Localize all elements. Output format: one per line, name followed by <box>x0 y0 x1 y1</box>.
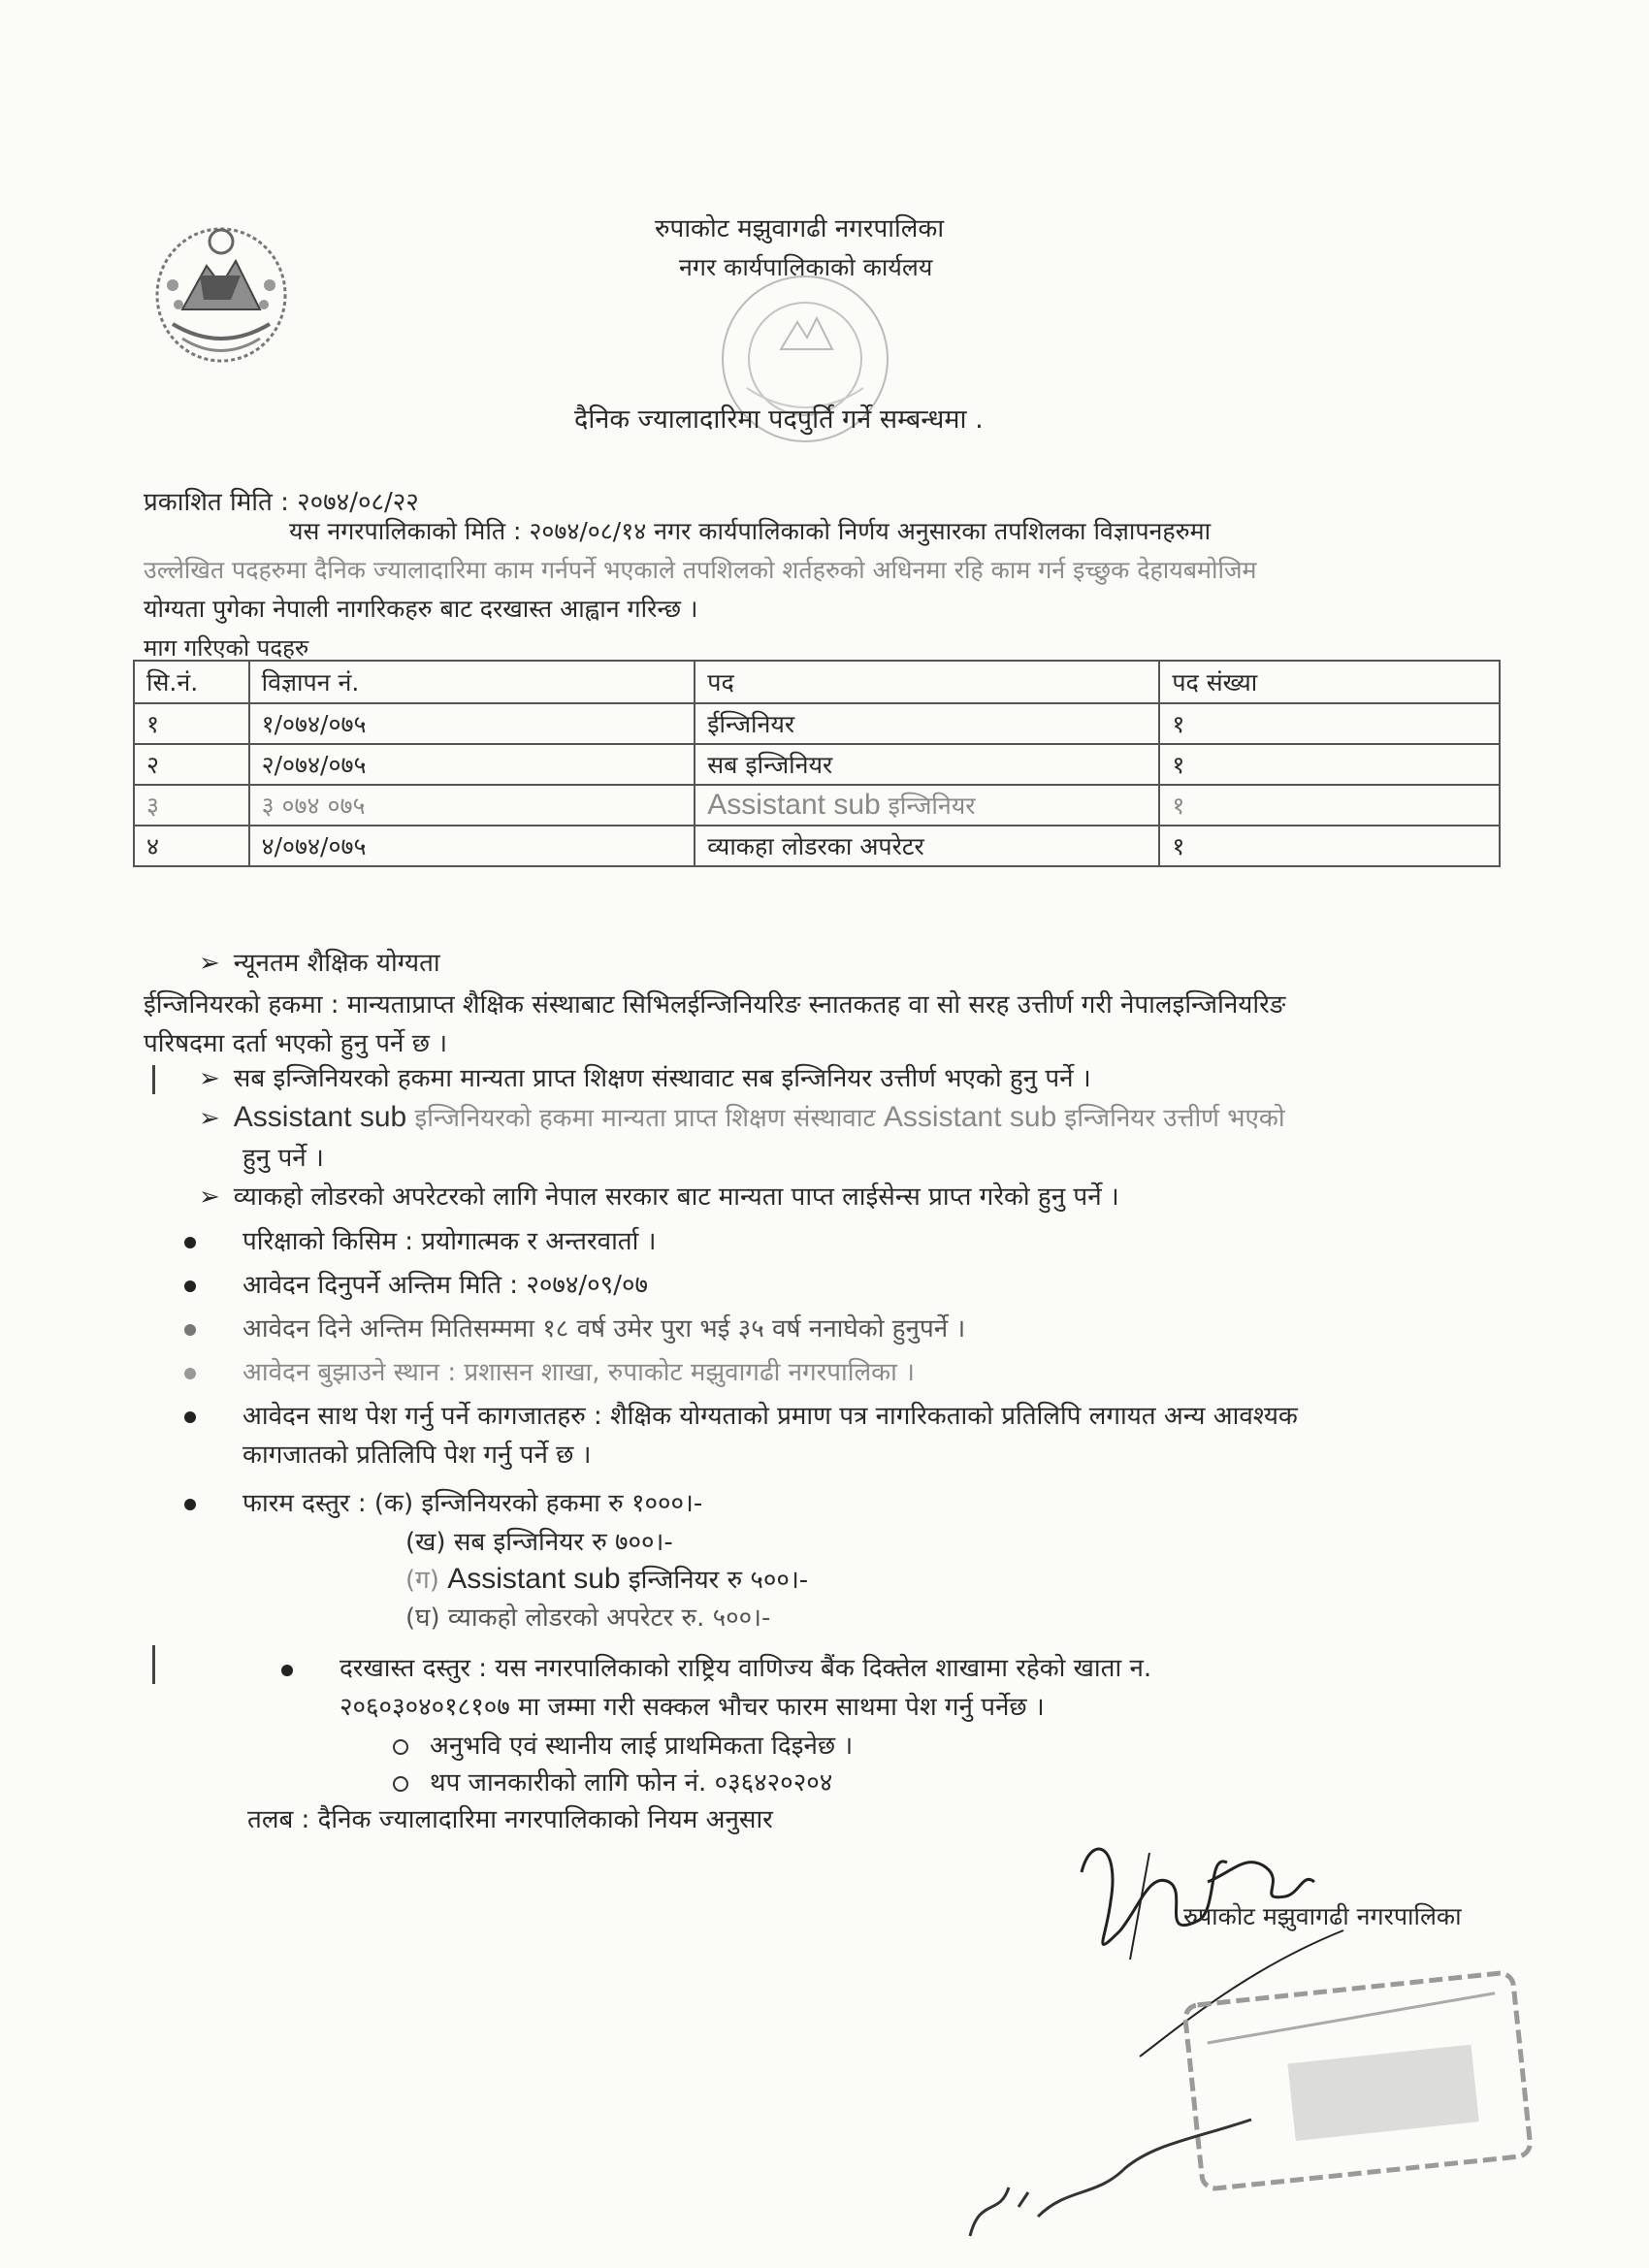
age-condition: आवेदन दिने अन्तिम मितिसम्ममा १८ वर्ष उमेर पुरा भई ३५ वर्ष ननाघेको हुनुपर्ने । <box>242 1314 966 1344</box>
fee-ga-latin: Assistant sub <box>447 1563 621 1595</box>
bullet-icon <box>184 1237 196 1248</box>
cell-post: ईन्जिनियर <box>695 703 1159 744</box>
posts-table <box>133 660 1501 867</box>
engineer-qualification-1: ईन्जिनियरको हकमा : मान्यताप्राप्त शैक्षिक संस्थाबाट सिभिलईन्जिनियरिङ स्नातकतह वा सो सरह उत्तीर्ण गरी नेपालइन्जिनियरिङ <box>144 990 1286 1020</box>
cell-post-devanagari: इन्जिनियर <box>888 792 976 820</box>
cell-post: सब इन्जिनियर <box>695 744 1159 785</box>
cell-post-latin: Assistant sub <box>707 789 881 821</box>
arrow-icon: ➢ <box>199 1104 220 1133</box>
assistant-qualification-2: हुनु पर्ने । <box>242 1144 324 1173</box>
arrow-icon: ➢ <box>199 949 220 978</box>
bullet-icon <box>184 1324 196 1336</box>
qualification-heading-text: न्यूनतम शैक्षिक योग्यता <box>233 949 440 978</box>
table-row <box>134 703 1500 744</box>
cell-count: १ <box>1159 826 1500 866</box>
margin-mark <box>152 1065 155 1094</box>
documents-line-1: आवेदन साथ पेश गर्नु पर्ने कागजातहरु : शैक्षिक योग्यताको प्रमाण पत्र नागरिकताको प्रतिलिपि लगायत अन्य आवश्यक <box>242 1402 1298 1431</box>
submit-place: आवेदन बुझाउने स्थान : प्रशासन शाखा, रुपाकोट मझुवागढी नगरपालिका । <box>242 1358 915 1387</box>
circle-bullet-icon <box>393 1776 408 1792</box>
cell-sn: ३ <box>134 785 249 826</box>
bullet-icon <box>184 1499 196 1510</box>
margin-mark <box>152 1645 155 1684</box>
priority-note <box>393 1729 853 1764</box>
office-name: रुपाकोट मझुवागढी नगरपालिका <box>655 214 945 243</box>
cell-count: १ <box>1159 703 1500 744</box>
phone-note <box>393 1766 832 1800</box>
intro-paragraph <box>144 512 1521 629</box>
cell-sn: २ <box>134 744 249 785</box>
cell-adv-no: २/०७४/०७५ <box>249 744 695 785</box>
arrow-icon: ➢ <box>199 1064 220 1093</box>
fee-label: फारम दस्तुर : <box>242 1489 367 1518</box>
intro-line-3: योग्यता पुगेका नेपाली नागरिकहरु बाट दरखास्त आह्वान गरिन्छ । <box>144 595 698 623</box>
application-fee-line-2: २०६०३०४०१८१०७ मा जम्मा गरी सक्कल भौचर फारम साथमा पेश गर्नु पर्नेछ । <box>340 1693 1045 1722</box>
fee-line-ka <box>242 1486 702 1521</box>
assistant-end: इन्जिनियर उत्तीर्ण भएको <box>1064 1104 1285 1133</box>
salary-note: तलब : दैनिक ज्यालादारिमा नगरपालिकाको नियम अनुसार <box>247 1805 773 1834</box>
header-sn: सि.नं. <box>134 661 249 703</box>
sub-engineer-qualification <box>199 1061 1091 1096</box>
priority-text: अनुभवि एवं स्थानीय लाई प्राथमिकता दिइनेछ । <box>430 1732 854 1761</box>
documents-line-2: कागजातको प्रतिलिपि पेश गर्नु पर्ने छ । <box>242 1441 592 1470</box>
engineer-qualification-2: परिषदमा दर्ता भएको हुनु पर्ने छ । <box>144 1029 448 1058</box>
fee-ka: (क) इन्जिनियरको हकमा रु १०००।- <box>373 1489 703 1518</box>
bullet-icon <box>281 1665 293 1676</box>
fee-line-kha: (ख) सब इन्जिनियर रु ७००।- <box>405 1528 673 1557</box>
signatory-office: रुपाकोट मझुवागढी नगरपालिका <box>1183 1902 1462 1930</box>
arrow-icon: ➢ <box>199 1183 220 1212</box>
operator-qualification <box>199 1180 1119 1215</box>
phone-text: थप जानकारीको लागि फोन नं. ०३६४२०२०४ <box>430 1768 833 1798</box>
cell-adv-no: १/०७४/०७५ <box>249 703 695 744</box>
office-subtitle: नगर कार्यपालिकाको कार्यलय <box>679 253 933 281</box>
fee-line-ga <box>405 1562 808 1598</box>
cell-post <box>695 785 1159 826</box>
cell-post: व्याकहा लोडरका अपरेटर <box>695 826 1159 866</box>
bullet-icon <box>184 1368 196 1379</box>
cell-count: १ <box>1159 744 1500 785</box>
bullet-icon <box>184 1411 196 1423</box>
header-adv-no: विज्ञापन नं. <box>249 661 695 703</box>
assistant-latin-2: Assistant sub <box>883 1101 1057 1133</box>
cell-adv-no: ३ ०७४ ०७५ <box>249 785 695 826</box>
bullet-icon <box>184 1280 196 1292</box>
application-fee-line-1: दरखास्त दस्तुर : यस नगरपालिकाको राष्ट्रिय वाणिज्य बैंक दिक्तेल शाखामा रहेको खाता न. <box>340 1654 1152 1683</box>
cell-sn: ४ <box>134 826 249 866</box>
table-row <box>134 744 1500 785</box>
cell-count: १ <box>1159 785 1500 826</box>
circle-bullet-icon <box>393 1739 408 1755</box>
intro-line-2: उल्लेखित पदहरुमा दैनिक ज्यालादारिमा काम गर्नपर्ने भएकाले तपशिलको शर्तहरुको अधिनमा रहि काम गर्न इच्छुक देहायबमोजिम <box>144 556 1257 584</box>
sub-engineer-text: सब इन्जिनियरको हकमा मान्यता प्राप्त शिक्षण संस्थावाट सब इन्जिनियर उत्तीर्ण भएको हुनु पर्ने । <box>233 1064 1091 1093</box>
assistant-qualification-1 <box>199 1100 1285 1136</box>
government-emblem-icon <box>144 208 299 373</box>
posts-caption: माग गरिएको पदहरु <box>144 634 309 662</box>
table-row <box>134 785 1500 826</box>
cell-sn: १ <box>134 703 249 744</box>
fee-ga-prefix: (ग) <box>405 1566 439 1595</box>
fee-ga-rest: इन्जिनियर रु ५००।- <box>628 1566 809 1595</box>
header-count: पद संख्या <box>1159 661 1500 703</box>
cell-adv-no: ४/०७४/०७५ <box>249 826 695 866</box>
intro-line-1: यस नगरपालिकाको मिति : २०७४/०८/१४ नगर कार्यपालिकाको निर्णय अनुसारका तपशिलका विज्ञापनहरुमा <box>289 517 1212 545</box>
fee-line-gha: (घ) व्याकहो लोडरको अपरेटर रु. ५००।- <box>405 1604 771 1633</box>
header-post: पद <box>695 661 1159 703</box>
qualification-heading <box>199 946 440 981</box>
handwritten-note-icon <box>960 2100 1271 2255</box>
table-row <box>134 826 1500 866</box>
table-header-row <box>134 661 1500 703</box>
operator-text: व्याकहो लोडरको अपरेटरको लागि नेपाल सरकार बाट मान्यता पाप्त लाईसेन्स प्राप्त गरेको हुनु पर्ने । <box>233 1183 1119 1212</box>
publish-date: प्रकाशित मिति : २०७४/०८/२२ <box>144 488 419 517</box>
assistant-mid: इन्जिनियरको हकमा मान्यता प्राप्त शिक्षण संस्थावाट <box>414 1104 876 1133</box>
assistant-latin: Assistant sub <box>233 1101 407 1133</box>
last-date: आवेदन दिनुपर्ने अन्तिम मिति : २०७४/०९/०७ <box>242 1271 649 1300</box>
exam-type: परिक्षाको किसिम : प्रयोगात्मक र अन्तरवार्ता । <box>242 1227 657 1256</box>
subject-line: दैनिक ज्यालादारिमा पदपुर्ति गर्ने सम्बन्धमा . <box>574 405 984 435</box>
